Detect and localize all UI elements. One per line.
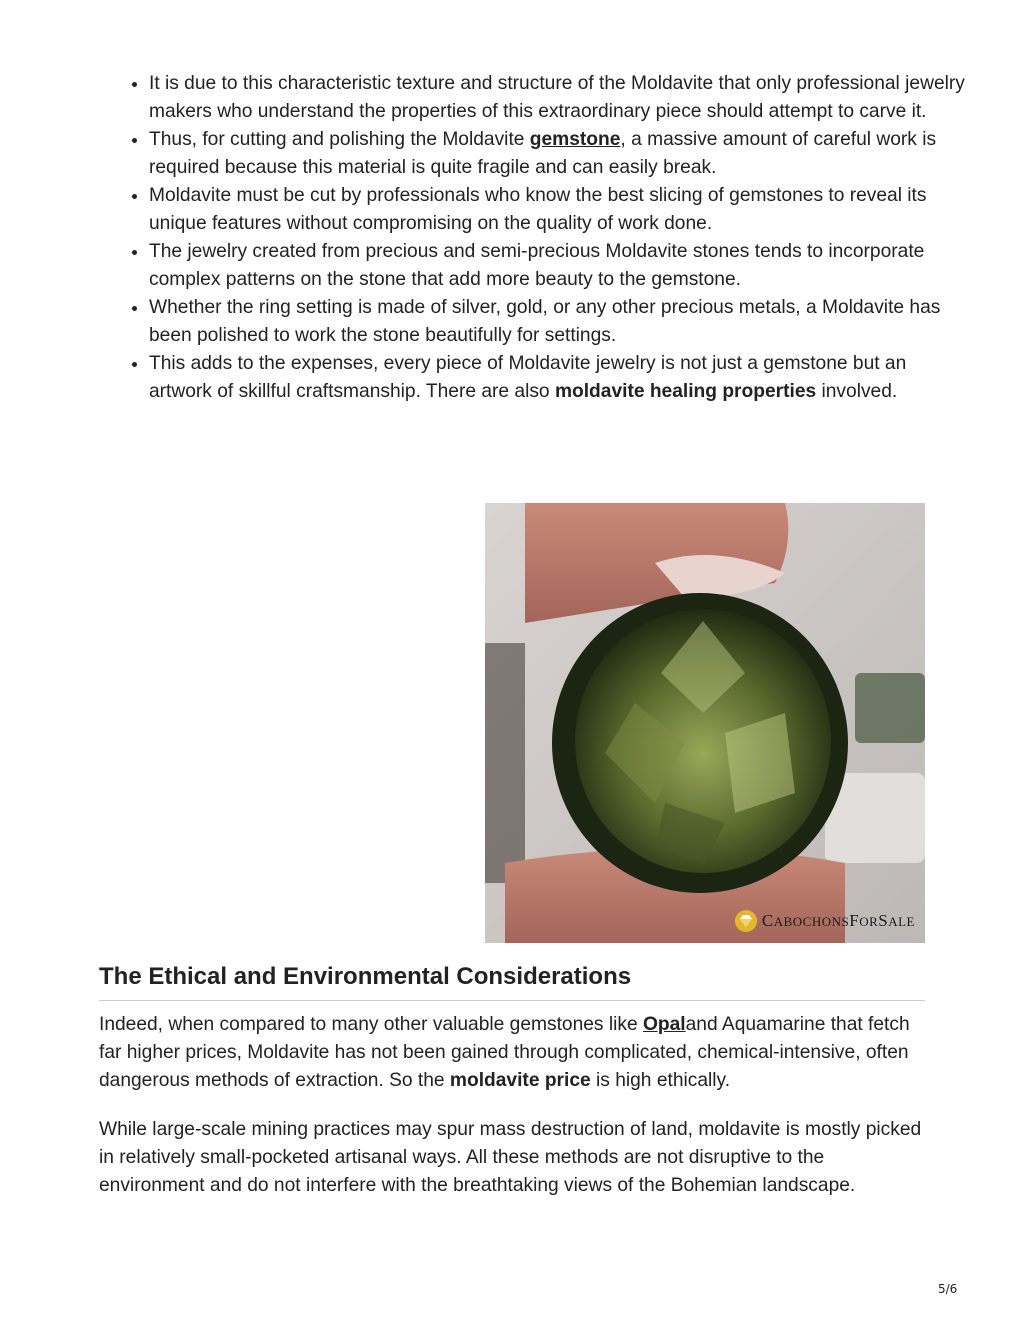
healing-properties-text: moldavite healing properties	[554, 381, 817, 402]
paragraph: While large-scale mining practices may spur mass destruction of land, moldavite is mostly picked in relatively small-pocketed artisanal ways. All these methods are not disruptive to the environment and do not interfere with the breathtaking views of the Bohemian landscape.	[99, 1119, 922, 1196]
paragraph: Indeed, when compared to many other valuable gemstones like Opaland Aquamarine that fetch far higher prices, Moldavite has not been gained through complicated, chemical-intensive, often dangerous methods of extraction. So the moldavite price is high ethically.	[99, 1014, 910, 1091]
bullet-list	[110, 70, 969, 406]
diamond-logo-icon	[734, 909, 758, 933]
bullet-text: Whether the ring setting is made of silver, gold, or any other precious metals, a Moldavite has been polished to work the stone beautifully for settings.	[149, 297, 941, 346]
list-item	[149, 182, 969, 238]
bullet-text: The jewelry created from precious and semi-precious Moldavite stones tends to incorporate complex patterns on the stone that add more beauty to the gemstone.	[149, 241, 925, 290]
section-heading: The Ethical and Environmental Considerations	[99, 962, 925, 1001]
list-item	[149, 238, 969, 294]
watermark	[734, 909, 915, 933]
opal-link[interactable]: Opal	[642, 1014, 686, 1035]
page-number: 5/6	[938, 1282, 958, 1296]
list-item	[149, 350, 969, 406]
moldavite-photo	[485, 503, 925, 943]
bullet-text: involved.	[816, 381, 898, 402]
list-item	[149, 294, 969, 350]
bullet-text: Thus, for cutting and polishing the Moldavite	[149, 129, 530, 150]
bullet-text: This adds to the expenses, every piece of Moldavite jewelry is not just a gemstone but an artwork of skillful craftsmanship. There are also	[149, 353, 907, 402]
gemstone-link[interactable]: gemstone	[529, 129, 621, 150]
list-item	[149, 70, 969, 126]
bullet-text: Moldavite must be cut by professionals who know the best slicing of gemstones to reveal its unique features without compromising on the quality of work done.	[149, 185, 927, 234]
bullet-text: , a massive amount of careful work is required because this material is quite fragile and can easily break.	[149, 129, 937, 178]
moldavite-price-text: moldavite price	[449, 1070, 591, 1091]
moldavite-illustration	[485, 503, 925, 943]
watermark-text: CABOCHONSFORSALE	[761, 911, 915, 930]
bullet-text: It is due to this characteristic texture and structure of the Moldavite that only professional jewelry makers who understand the properties of this extraordinary piece should attempt to carve it.	[149, 73, 965, 122]
list-item	[149, 126, 969, 182]
